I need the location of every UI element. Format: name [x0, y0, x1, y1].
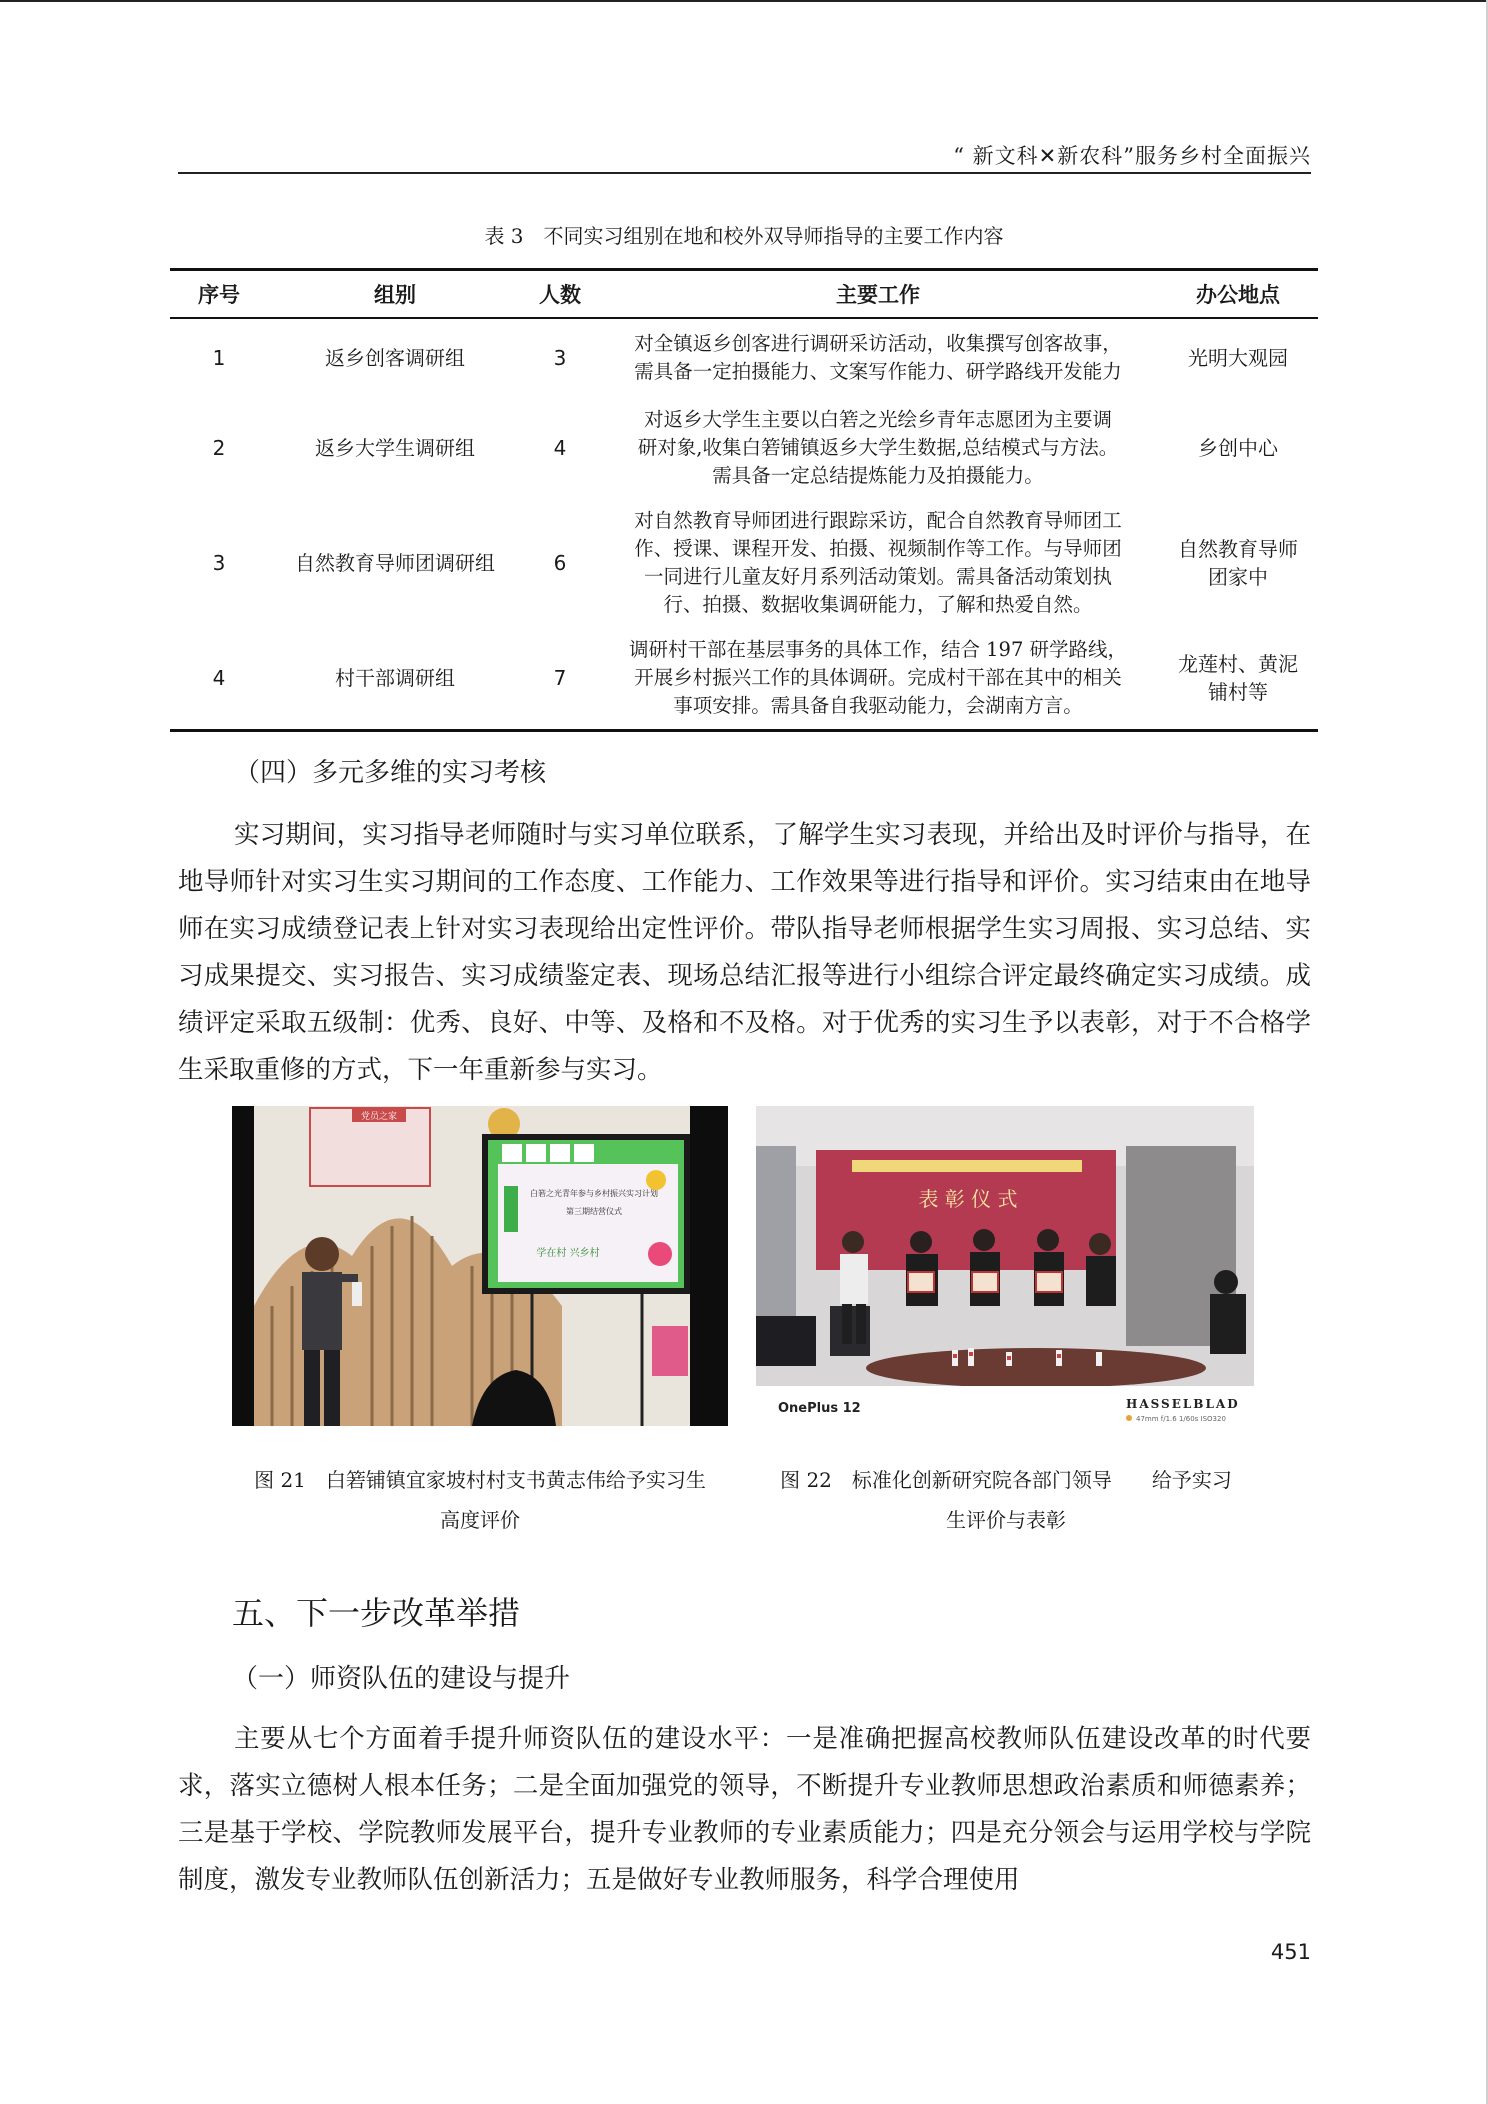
office-location: [1158, 318, 1318, 397]
row-number: 1: [212, 346, 226, 370]
section-5-paragraph: 主要从七个方面着手提升师资队伍的建设水平：一是准确把握高校教师队伍建设改革的时代要求，落实立德树人根本任务；二是全面加强党的领导，不断提升专业教师思想政治素质和师德素养；三是基于学校、学院教师发展平台，提升专业教师的专业素质能力；四是充分领会与运用学校与学院制度，激发专业教师队伍创新活力；五是做好专业教师服务，科学合理使用: [178, 1724, 1311, 1895]
column-header: 办公地点: [1158, 270, 1318, 319]
main-work: [598, 318, 1158, 397]
group-name: 村干部调研组: [268, 627, 522, 731]
speaker-photo-illustration: [232, 1106, 728, 1426]
member-count: 6: [553, 551, 567, 575]
section-4-heading: （四）多元多维的实习考核: [234, 758, 547, 788]
work-line: 对返乡大学生主要以白箬之光绘乡青年志愿团为主要调: [643, 408, 1112, 431]
figure-21-photo: [232, 1106, 728, 1426]
location-line: 乡创中心: [1198, 436, 1278, 460]
office-location: [1158, 397, 1318, 499]
group-name: 自然教育导师团调研组: [295, 551, 495, 575]
group-name: 返乡大学生调研组: [315, 436, 475, 460]
caption-line: 生评价与表彰: [946, 1508, 1066, 1532]
banner-text: 表 彰 仪 式: [918, 1187, 1018, 1211]
work-line: 需具备一定总结提炼能力及拍摄能力。: [712, 464, 1044, 487]
top-border: [0, 0, 1488, 2]
work-line: 对自然教育导师团进行跟踪采访，配合自然教育导师团工: [634, 509, 1122, 532]
location-line: 铺村等: [1208, 680, 1268, 704]
location-line: 龙莲村、黄泥: [1178, 652, 1298, 676]
running-header: “ 新文科✕新农科”服务乡村全面振兴: [953, 144, 1311, 168]
caption-line: 图 21 白箬铺镇宜家坡村村支书黄志伟给予实习生: [254, 1468, 706, 1492]
main-work: [598, 627, 1158, 731]
figure-21-caption: [222, 1460, 738, 1540]
location-line: 团家中: [1208, 565, 1268, 589]
member-count: 4: [553, 436, 567, 460]
work-line: 对全镇返乡创客进行调研采访活动，收集撰写创客故事，: [634, 332, 1122, 355]
work-line: 开展乡村振兴工作的具体调研。完成村干部在其中的相关: [634, 666, 1122, 689]
location-line: 光明大观园: [1188, 346, 1288, 370]
column-header: 组别: [268, 270, 522, 319]
work-line: 研对象,收集白箬铺镇返乡大学生数据,总结模式与方法。: [637, 436, 1119, 459]
member-count: 7: [522, 627, 598, 731]
award-photo-illustration: [756, 1106, 1254, 1426]
poster-sign-text: 党员之家: [360, 1112, 398, 1122]
work-line: 行、拍摄、数据收集调研能力，了解和热爱自然。: [663, 593, 1093, 616]
section-5-heading: 五、下一步改革举措: [232, 1594, 521, 1632]
section-4-paragraph: 实习期间，实习指导老师随时与实习单位联系，了解学生实习表现，并给出及时评价与指导，在地导师针对实习生实习期间的工作态度、工作能力、工作效果等进行指导和评价。实习结束由在地导师在实习成绩登记表上针对实习表现给出定性评价。带队指导老师根据学生实习周报、实习总结、实习成果提交、实习报告、实习成绩鉴定表、现场总结汇报等进行小组综合评定最终确定实习成绩。成绩评定采取五级制：优秀、良好、中等、及格和不及格。对于优秀的实习生予以表彰，对于不合格学生采取重修的方式，下一年重新参与实习。: [178, 820, 1311, 1085]
column-header: 人数: [522, 270, 598, 319]
main-work: [598, 499, 1158, 627]
camera-settings-text: 47mm f/1.6 1/60s ISO320: [1136, 1415, 1226, 1423]
table-caption: 表 3 不同实习组别在地和校外双导师指导的主要工作内容: [484, 224, 1004, 248]
row-number: 2: [212, 436, 226, 460]
work-line: 调研村干部在基层事务的具体工作，结合 197 研学路线，: [628, 638, 1128, 661]
office-location: [1158, 499, 1318, 627]
office-location: [1158, 627, 1318, 731]
section-5-1-heading: （一）师资队伍的建设与提升: [232, 1664, 571, 1694]
internship-table: [170, 268, 1318, 732]
camera-watermark-right: HASSELBLAD: [1126, 1397, 1240, 1411]
caption-line: 高度评价: [440, 1508, 520, 1532]
page-number: 451: [1270, 1940, 1311, 1964]
table-row: [170, 397, 1318, 499]
camera-watermark-left: OnePlus 12: [778, 1401, 861, 1416]
main-work: [598, 397, 1158, 499]
screen-subtitle-text: 第三期结营仪式: [566, 1207, 622, 1216]
column-header: 主要工作: [598, 270, 1158, 319]
member-count: 3: [553, 346, 567, 370]
table-row: [170, 499, 1318, 627]
row-number: 3: [212, 551, 226, 575]
column-header: 序号: [170, 270, 268, 319]
work-line: 作、授课、课程开发、拍摄、视频制作等工作。与导师团: [634, 537, 1122, 560]
table-header-row: [170, 270, 1318, 319]
table-container: [170, 268, 1318, 732]
figure-22-caption: [748, 1460, 1264, 1540]
table-row: [170, 627, 1318, 731]
row-number: 4: [170, 627, 268, 731]
header-rule: [178, 172, 1311, 174]
figure-22-photo: [756, 1106, 1254, 1426]
table-row: [170, 318, 1318, 397]
caption-line: 图 22 标准化创新研究院各部门领导 给予实习: [780, 1468, 1232, 1492]
work-line: 一同进行儿童友好月系列活动策划。需具备活动策划执: [643, 565, 1112, 588]
work-line: 需具备一定拍摄能力、文案写作能力、研学路线开发能力: [634, 360, 1122, 383]
location-line: 自然教育导师: [1178, 537, 1298, 561]
screen-slogan-text: 学在村 兴乡村: [536, 1248, 600, 1259]
group-name: 返乡创客调研组: [325, 346, 465, 370]
screen-title-text: 白箬之光青年参与乡村振兴实习计划: [530, 1189, 658, 1198]
work-line: 事项安排。需具备自我驱动能力，会湖南方言。: [673, 694, 1083, 717]
